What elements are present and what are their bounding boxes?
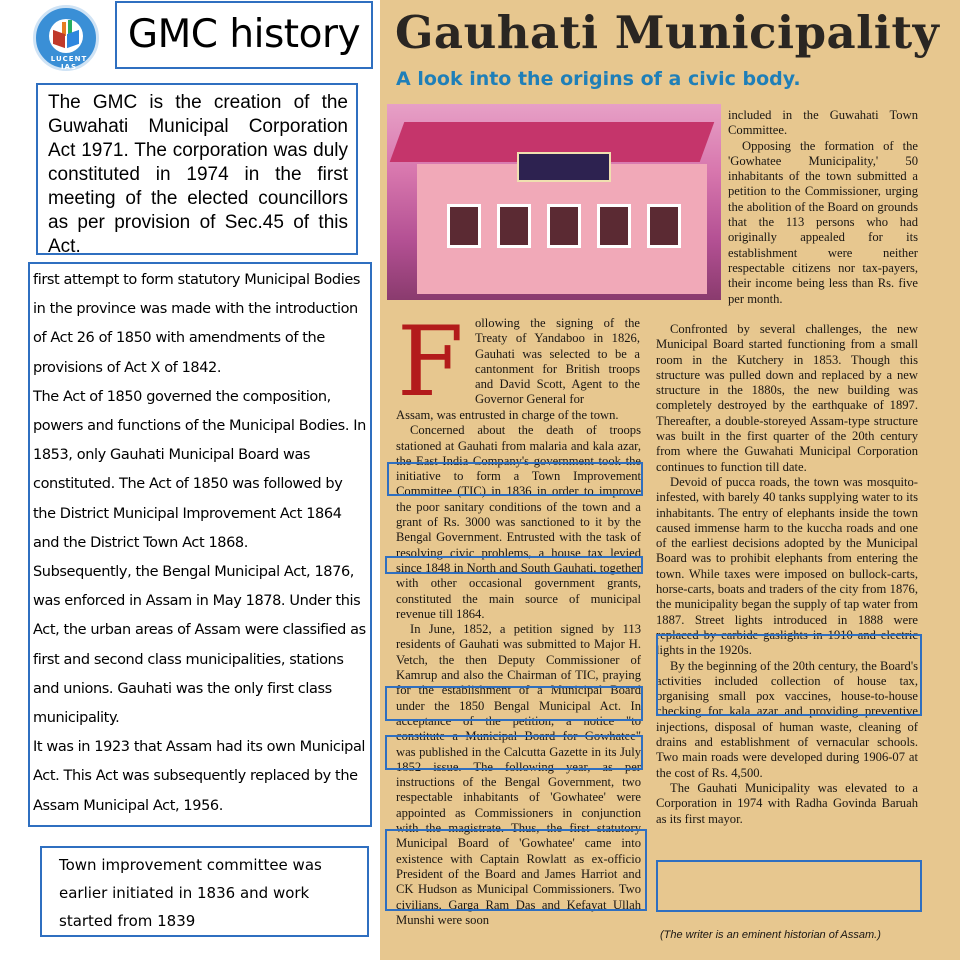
gmc-creation-note: The GMC is the creation of the Guwahati Municipal Corporation Act 1971. The corporation was duly constituted in 1974 in the first meeting of the elected councillors as per provision of Sec.45 of this Act. <box>36 83 358 255</box>
highlight-house-tax <box>385 556 643 574</box>
highlight-notice <box>385 735 643 770</box>
article-paragraph: Confronted by several challenges, the new Municipal Board started functioning from a small room in the Kutchery in 1853. Though this structure was pulled down and replaced by a new structure in the 1880s, the new building was completely destroyed by the earthquake of 1897. Thereafter, a double-storeyed Assam-type structure was built in the first quarter of the 20th century from where the Guwahati Municipal Corporation continues to function till date. <box>656 322 918 474</box>
article-paragraph: included in the Guwahati Town Committee. <box>728 108 918 138</box>
article-headline: Gauhati Municipality <box>395 6 940 59</box>
logo-text: LUCENT IAS <box>50 55 88 71</box>
note-paragraph: The Act of 1850 governed the composition, powers and functions of the Municipal Bodies. In 1853, only Gauhati Municipal Board was constituted. The Act of 1850 was followed by the District Municipal Improvement Act 1864 and the District Town Act 1868. <box>33 388 366 551</box>
article-subhead: A look into the origins of a civic body. <box>396 68 801 90</box>
article-paragraph: Opposing the formation of the 'Gowhatee Municipality,' 50 inhabitants of the town submitted a petition to the Commissioner, urging the abolition of the Board on grounds that the 113 persons who had originally appealed for its establishment were neither respectable citizens nor tax-payers, their income being less than Rs. five per month. <box>728 138 918 306</box>
article-paragraph: In June, 1852, a petition signed by 113 residents of Gauhati was submitted to Major H. Vetch, the then Deputy Commissioner of Kamrup and also the Chairman of TIC, praying for the establishment of a Municipal Board under the 1850 Bengal Municipal Act. In acceptance of the petition, a notice "to constitute a Municipal Board for Gowhatee" was published in the Calcutta Gazette in its July 1852 issue. The following year, as per instructions of the Bengal Government, two respectable inhabitants of 'Gowhatee' were appointed as Commissioners in conjunction with the magistrate. Thus, the first statutory Municipal Board of 'Gowhatee' came into existence with Captain Rowlatt as ex-officio President of the Board and James Harriot and CK Hudson as Municipal Commissioners. Two civilians, Garga Ram Das and Kefayat Ullah Munshi were soon <box>396 622 641 927</box>
article-paragraph: By the beginning of the 20th century, the Board's activities included collection of house tax, organising small pox vaccines, house-to-house checking for kala azar and providing preventive injections, disposal of human waste, cleaning of drains and establishment of vernacular schools. Two main roads were developed during 1906-07 at the cost of Rs. 4,500. <box>656 658 918 780</box>
highlight-first-board <box>385 829 647 911</box>
municipal-acts-note <box>28 262 372 827</box>
article-paragraph: The Gauhati Municipality was elevated to a Corporation in 1974 with Radha Govinda Baruah as its first mayor. <box>656 780 918 826</box>
notes-title: GMC history <box>115 1 373 69</box>
highlight-tap-water <box>656 634 922 716</box>
highlight-corporation-1974 <box>656 860 922 912</box>
article-column-2-top <box>728 108 918 307</box>
note-paragraph: Subsequently, the Bengal Municipal Act, 1876, was enforced in Assam in May 1878. Under this Act, the urban areas of Assam were classified as first and second class municipalities, stations and unions. Gauhati was the only first class municipality. <box>33 564 366 727</box>
article-paragraph: ollowing the signing of the Treaty of Yandaboo in 1826, Gauhati was selected to be a cantonment for British troops and David Scott, Agent to the Governor General for <box>475 316 640 407</box>
article-byline: (The writer is an eminent historian of Assam.) <box>660 929 881 941</box>
highlight-municipal-board <box>385 686 643 721</box>
note-paragraph: It was in 1923 that Assam had its own Municipal Act. This Act was subsequently replaced by the Assam Municipal Act, 1956. <box>33 739 366 814</box>
article-paragraph: Concerned about the death of troops stationed at Gauhati from malaria and kala azar, the East India Company's government took the initiative to form a Town Improvement Committee (TIC) in 1836 in order to improve the poor sanitary conditions of the town and a grant of Rs. 3000 was sanctioned to it by the Bengal Government. Entrusted with the task of resolving civic problems, a house tax levied since 1848 in North and South Gauhati, together with other occasional government grants, constituted the main source of municipal revenue till 1864. <box>396 423 641 621</box>
article-paragraph: Devoid of pucca roads, the town was mosquito-infested, with barely 40 tanks supplying water to its inhabitants. The entry of elephants inside the town caused immense harm to the kuccha roads and one of the earliest decisions adopted by the Municipal Board was to prohibit elephants from entering the town. While taxes were imposed on bullock-carts, horse-carts, boats and traders of the city from 1876, the municipality began the supply of tap water from 1887. Street lights introduced in 1888 were replaced by carbide gaslights in 1910 and electric lights in the 1920s. <box>656 474 918 658</box>
note-paragraph: first attempt to form statutory Municipal Bodies in the province was made with the introduction of Act 26 of 1850 with amendments of the provisions of Act X of 1842. <box>33 272 361 376</box>
town-improvement-note: Town improvement committee was earlier initiated in 1836 and work started from 1839 <box>40 846 369 937</box>
municipality-building-photo <box>387 104 721 300</box>
highlight-tic-1836 <box>387 462 643 496</box>
article-column-2 <box>656 322 918 827</box>
article-intro <box>475 316 640 408</box>
article-paragraph: Assam, was entrusted in charge of the town. <box>396 408 619 422</box>
lucent-ias-logo <box>33 5 99 71</box>
drop-cap: F <box>397 306 464 418</box>
